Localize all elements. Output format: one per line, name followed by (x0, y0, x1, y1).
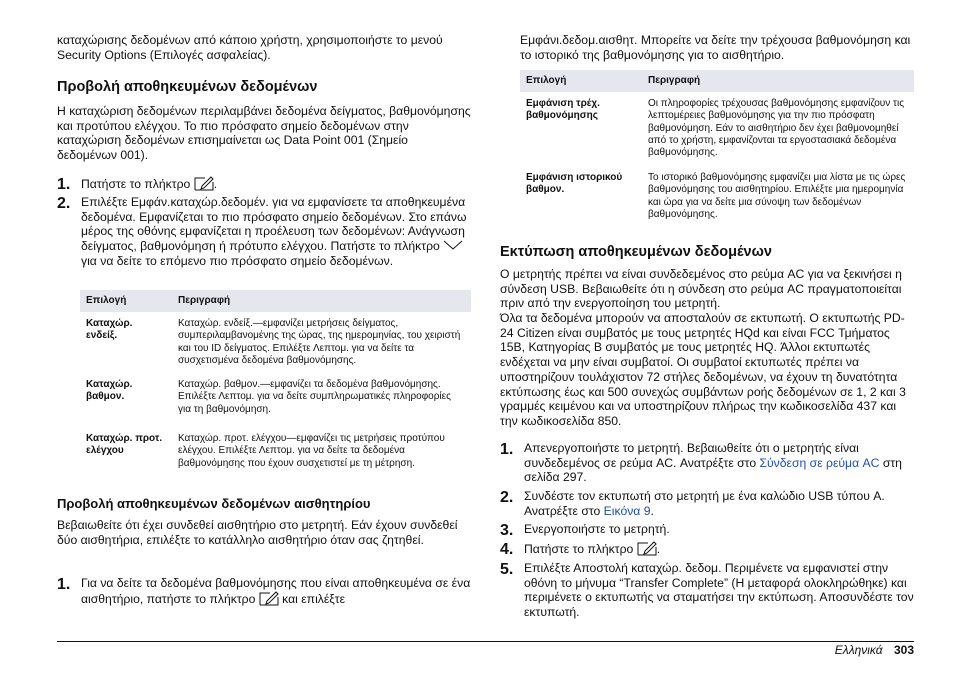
print-step-2: 2. Συνδέστε τον εκτυπωτή στο μετρητή με ένα καλώδιο USB τύπου A. Ανατρέξτε στο Εικόνα 9. (500, 489, 885, 518)
table-row (520, 92, 914, 166)
option-cell: Εμφάνιση ιστορικού βαθμον. (526, 172, 623, 196)
option-cell: Καταχώρ. προτ. ελέγχου (86, 433, 163, 457)
footer-language: Ελληνικά (834, 643, 883, 657)
option-cell: Εμφάνιση τρέχ. βαθμονόμησης (526, 98, 600, 122)
step-2: 2. Επιλέξτε Εμφάν.καταχώρ.δεδομέν. για να εμφανίσετε τα αποθηκευμένα δεδομένα. Εμφανίζεται το πιο πρόσφατο σημείο δεδομένων. Στο επάνω μέρος της οθόνης εμφανίζεται η προέλευση των δεδομένων: Ανάγνωση δείγματος, βαθμονόμηση ή πρότυπο ελέγχου. Πατήστε το πλήκτρο για να δείτε το επόμενο πιο πρόσφατο σημείο δεδομένων. (57, 195, 467, 268)
chevron-down-key-icon (443, 239, 463, 254)
step-1: 1. Πατήστε το πλήκτρο . (57, 176, 218, 193)
pencil-key-icon (637, 541, 657, 560)
column-header-option: Επιλογή (80, 290, 172, 312)
step-number: 2. (57, 195, 71, 212)
step-number: 1. (57, 576, 71, 593)
step-number: 1. (500, 441, 514, 458)
table-row (520, 166, 914, 227)
heading-view-stored-data: Προβολή αποθηκευμένων δεδομένων (57, 79, 318, 95)
table-row (80, 427, 471, 487)
link-ac-power[interactable]: Σύνδεση σε ρεύμα AC (759, 455, 880, 470)
sensor-options-table (520, 70, 914, 227)
print-step-1: 1. Απενεργοποιήστε το μετρητή. Βεβαιωθείτε ότι ο μετρητής είναι συνδεδεμένος σε ρεύμα AC. Ανατρέξτε στο Σύνδεση σε ρεύμα AC στη σελίδα 297. (500, 441, 902, 485)
heading-view-sensor-data: Προβολή αποθηκευμένων δεδομένων αισθητηρίου (57, 496, 371, 511)
option-cell: Καταχώρ. ενδείξ. (86, 318, 133, 342)
step-number: 2. (500, 489, 514, 506)
pencil-key-icon (194, 176, 214, 195)
page-number: 303 (893, 643, 914, 657)
footer-rule (57, 641, 914, 642)
pencil-key-icon (259, 591, 279, 610)
description-cell: Οι πληροφορίες τρέχουσας βαθμονόμησης εμφανίζουν τις λεπτομέρειες βαθμονόμησης για την πιο πρόσφατη βαθμονόμηση. Εάν το αισθητήριο δεν έχει βαθμονομηθεί από το χρήστη, εμφανίζονται τα εργοστασιακά δεδομένα βαθμονόμησης. (648, 98, 905, 159)
print-step-3: 3. Ενεργοποιήστε το μετρητή. (500, 522, 670, 539)
link-figure-9[interactable]: Εικόνα 9 (603, 503, 651, 518)
description-cell: Καταχώρ. προτ. ελέγχου—εμφανίζει τις μετρήσεις προτύπου ελέγχου. Επιλέξτε Λεπτομ. για να δείτε τα δεδομένα βαθμονόμησης που έχουν συσχετιστεί με τη μέτρηση. (178, 433, 445, 469)
description-cell: Καταχώρ. βαθμον.—εμφανίζει τα δεδομένα βαθμονόμησης. Επιλέξτε Λεπτομ. για να δείτε συμπληρωματικές πληροφορίες για τη βαθμονόμηση. (178, 379, 451, 415)
step-number: 3. (500, 522, 514, 539)
column-header-description: Περιγραφή (172, 290, 471, 312)
intro-text: καταχώρισης δεδομένων από κάποιο χρήστη, χρησιμοποιήστε το μενού Security Options (Επιλογές ασφαλείας). (57, 33, 443, 62)
sensor-continuation-text: Εμφάνι.δεδομ.αισθητ. Μπορείτε να δείτε την τρέχουσα βαθμονόμηση και το ιστορικό της βαθμονόμησης για το αισθητήριο. (520, 33, 911, 62)
heading-print-stored-data: Εκτύπωση αποθηκευμένων δεδομένων (500, 244, 772, 260)
description-cell: Καταχώρ. ενδείξ.—εμφανίζει μετρήσεις δείγματος, συμπεριλαμβανομένης της ώρας, της ημερομηνίας, του χειριστή και του ID δείγματος. Επιλέξτε Λεπτομ. για να δείτε τα συσχετισμένα δεδομένα βαθμονόμησης. (178, 318, 461, 366)
stored-data-options-table (80, 290, 471, 487)
description-cell: Το ιστορικό βαθμονόμησης εμφανίζει μια λίστα με τις ώρες βαθμονόμησης του αισθητηρίου. Επιλέξτε μια ημερομηνία και ώρα για να δείτε μια σύνοψη των δεδομένων βαθμονόμησης. (648, 172, 906, 220)
print-step-4: 4. Πατήστε το πλήκτρο . (500, 541, 661, 558)
print-paragraph-1: Ο μετρητής πρέπει να είναι συνδεδεμένος στο ρεύμα AC για να ξεκινήσει η σύνδεση USB. Βεβαιωθείτε ότι η σύνδεση στο ρεύμα AC πραγματοποιείται πριν από την ενεργοποίηση του μετρητή. (500, 267, 902, 311)
column-header-description: Περιγραφή (642, 70, 914, 92)
step-number: 1. (57, 176, 71, 193)
print-paragraph-2: Όλα τα δεδομένα μπορούν να αποσταλούν σε εκτυπωτή. Ο εκτυπωτής PD-24 Citizen είναι συμβατός με τους μετρητές HQd και είναι FCC Τμήματος 15B, Κατηγορίας B συμβατός με τους μετρητές HQ. Άλλοι εκτυπωτές ενδέχεται να μην είναι συμβατοί. Οι συμβατοί εκτυπωτές πρέπει να υποστηρίζουν τουλάχιστον 72 στήλες δεδομένων, να έχουν τη δυνατότητα εκτύπωσης έως και 500 συνεχώς συμβάντων ροής δεδομένων σε 1, 2 και 3 γραμμές κειμένου και να υποστηρίζουν πλήρως την κωδικοσελίδα 437 και την κωδικοσελίδα 850. (500, 311, 906, 428)
view-paragraph: Η καταχώριση δεδομένων περιλαμβάνει δεδομένα δείγματος, βαθμονόμησης και προτύπου ελέγχου. Το πιο πρόσφατο σημείο δεδομένων στην καταχώριση δεδομένων επισημαίνεται ως Data Point 001 (Σημείο δεδομένων 001). (57, 104, 471, 163)
step-number: 4. (500, 541, 514, 558)
table-row (80, 373, 471, 427)
option-cell: Καταχώρ. βαθμον. (86, 379, 133, 403)
page-footer (835, 643, 914, 657)
print-step-5: 5. Επιλέξτε Αποστολή καταχώρ. δεδομ. Περιμένετε να εμφανιστεί στην οθόνη το μήνυμα “Transfer Complete” (Η μεταφορά ολοκληρώθηκε) και περιμένετε ο εκτυπωτής να σταματήσει την εκτύπωση. Αποσυνδέστε τον εκτυπωτή. (500, 561, 914, 620)
column-header-option: Επιλογή (520, 70, 642, 92)
step-number: 5. (500, 561, 514, 578)
table-row (80, 312, 471, 373)
table-header-row (520, 70, 914, 92)
table-header-row (80, 290, 471, 312)
sensor-step-1: 1. Για να δείτε τα δεδομένα βαθμονόμησης που είναι αποθηκευμένα σε ένα αισθητήριο, πατήστε το πλήκτρο και επιλέξτε (57, 576, 471, 609)
sensor-paragraph: Βεβαιωθείτε ότι έχει συνδεθεί αισθητήριο στο μετρητή. Εάν έχουν συνδεθεί δύο αισθητήρια, επιλέξτε το κατάλληλο αισθητήριο όταν σας ζητηθεί. (57, 518, 458, 547)
